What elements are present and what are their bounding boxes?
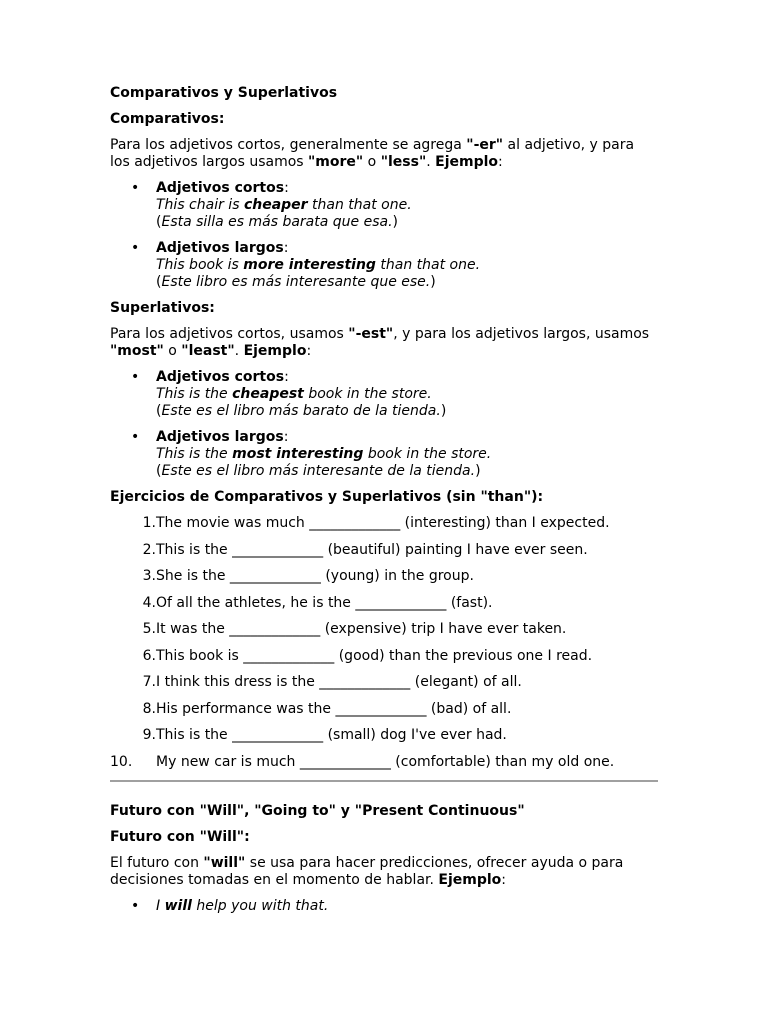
intro-text: Para los adjetivos cortos, generalmente se agrega (110, 137, 467, 153)
exercise-number: 5. (142, 621, 156, 637)
label-colon: : (284, 369, 289, 385)
intro-bold: "-er" (466, 137, 504, 153)
exercise-text: My new car is much _____________ (comfortable) than my old one. (156, 753, 615, 770)
intro-bold: Ejemplo (435, 154, 499, 170)
example-text: than that one. (375, 257, 481, 273)
paren: ( (156, 403, 162, 419)
intro-bold: "most" (110, 343, 164, 359)
example-sentence (156, 197, 658, 214)
comparativos-examples-list (110, 180, 658, 291)
translation-text: Esta silla es más barata que esa. (161, 214, 393, 230)
intro-bold: "least" (181, 343, 235, 359)
paren: ( (156, 214, 162, 230)
example-sentence (156, 386, 658, 403)
example-text: book in the store. (363, 446, 492, 462)
intro-bold: "more" (308, 154, 364, 170)
intro-bold: "less" (380, 154, 427, 170)
example-sentence (156, 446, 658, 463)
intro-bold: "will" (203, 855, 246, 871)
label-colon: : (283, 429, 289, 445)
intro-text: , y para los adjetivos largos, usamos (393, 326, 650, 342)
example-keyword: will (164, 898, 192, 914)
exercise-number: 9. (142, 727, 156, 743)
exercise-number: 4. (142, 594, 156, 611)
intro-bold: Ejemplo (243, 343, 307, 359)
superlativos-intro (110, 326, 658, 360)
exercise-number: 10. (110, 753, 133, 770)
section-divider (110, 780, 658, 782)
example-keyword: cheaper (243, 197, 308, 213)
intro-text: o (363, 154, 381, 170)
example-translation (156, 274, 658, 291)
label-colon: : (283, 240, 289, 256)
comparativos-intro (110, 137, 658, 171)
example-sentence (156, 898, 658, 915)
example-text: I (156, 898, 165, 914)
intro-text: : (498, 154, 503, 170)
futuro-will-examples-list (110, 898, 658, 915)
exercise-text: His performance was the _____________ (bad) of all. (156, 700, 512, 717)
paren: ) (392, 214, 398, 230)
paren: ( (156, 463, 162, 479)
exercise-item (110, 701, 658, 718)
example-label: Adjetivos cortos (156, 180, 285, 196)
example-text: book in the store. (303, 386, 432, 402)
example-text: This book is (156, 257, 244, 273)
example-label: Adjetivos largos (156, 240, 284, 256)
example-keyword: more interesting (243, 257, 376, 273)
superlativos-examples-list (110, 369, 658, 480)
list-item (110, 240, 658, 291)
list-item (110, 429, 658, 480)
list-item (110, 180, 658, 231)
exercise-text: I think this dress is the _____________ (elegant) of all. (156, 674, 522, 690)
intro-text: . (234, 343, 244, 359)
exercise-item (110, 595, 658, 612)
example-label: Adjetivos cortos (156, 369, 285, 385)
example-translation (156, 403, 658, 420)
exercise-text: This book is _____________ (good) than the previous one I read. (156, 647, 593, 664)
exercise-number: 3. (142, 568, 156, 584)
section-title-comparativos-superlativos: Comparativos y Superlativos (110, 85, 338, 101)
superlativos-heading: Superlativos: (110, 300, 215, 316)
example-text: help you with that. (191, 898, 329, 914)
exercise-item (110, 674, 658, 691)
example-text: This is the (156, 386, 233, 402)
exercise-text: Of all the athletes, he is the _____________ (fast). (156, 594, 493, 611)
example-label: Adjetivos largos (156, 429, 284, 445)
paren: ) (440, 403, 447, 419)
paren: ) (475, 463, 481, 479)
exercise-number: 8. (142, 700, 156, 717)
list-item (110, 369, 658, 420)
ejercicios-heading: Ejercicios de Comparativos y Superlativos (sin "than"): (110, 489, 544, 505)
label-colon: : (284, 180, 289, 196)
translation-text: Este es el libro más interesante de la tienda. (161, 463, 476, 479)
list-item (110, 898, 658, 915)
example-text: than that one. (307, 197, 412, 213)
exercise-item (110, 648, 658, 665)
exercise-item (110, 568, 658, 585)
futuro-title: Futuro con "Will", "Going to" y "Present Continuous" (110, 803, 525, 819)
exercise-item (110, 727, 658, 744)
comparativos-heading: Comparativos: (110, 111, 225, 127)
intro-text: : (501, 872, 507, 888)
exercise-number: 1. (142, 515, 156, 531)
example-sentence (156, 257, 658, 274)
example-translation (156, 214, 658, 231)
intro-text: : (306, 343, 312, 359)
example-translation (156, 463, 658, 480)
intro-text: o (163, 343, 182, 359)
intro-text: se usa para hacer predicciones, ofrecer ayuda o para decisiones tomadas en el momento de hablar. (110, 855, 624, 888)
exercise-item (110, 621, 658, 638)
intro-text: El futuro con (110, 855, 204, 871)
translation-text: Este libro es más interesante que ese. (161, 274, 431, 290)
example-text: This chair is (156, 197, 244, 213)
intro-text: . (426, 154, 436, 170)
exercise-number: 2. (142, 541, 156, 558)
intro-text: al adjetivo, y para los adjetivos largos usamos (110, 137, 635, 170)
example-text: This is the (156, 446, 233, 462)
futuro-will-heading: Futuro con "Will": (110, 829, 250, 845)
intro-bold: Ejemplo (438, 872, 502, 888)
exercise-item (110, 515, 658, 532)
exercise-item (110, 542, 658, 559)
intro-bold: "-est" (348, 326, 394, 342)
paren: ) (430, 274, 436, 290)
exercise-number: 6. (142, 647, 156, 664)
document-page (110, 85, 658, 924)
example-keyword: most interesting (232, 446, 364, 462)
exercise-number: 7. (142, 674, 156, 690)
exercise-text: It was the _____________ (expensive) trip I have ever taken. (156, 621, 567, 637)
futuro-will-intro (110, 855, 658, 889)
exercise-text: This is the _____________ (beautiful) painting I have ever seen. (156, 541, 588, 558)
exercise-item (110, 754, 658, 771)
exercise-text: The movie was much _____________ (interesting) than I expected. (156, 515, 610, 531)
translation-text: Este es el libro más barato de la tienda. (161, 403, 441, 419)
intro-text: Para los adjetivos cortos, usamos (110, 326, 349, 342)
exercise-text: This is the _____________ (small) dog I've ever had. (156, 727, 507, 743)
exercise-text: She is the _____________ (young) in the group. (156, 568, 474, 584)
exercise-list (110, 515, 658, 771)
paren: ( (156, 274, 162, 290)
example-keyword: cheapest (232, 386, 304, 402)
